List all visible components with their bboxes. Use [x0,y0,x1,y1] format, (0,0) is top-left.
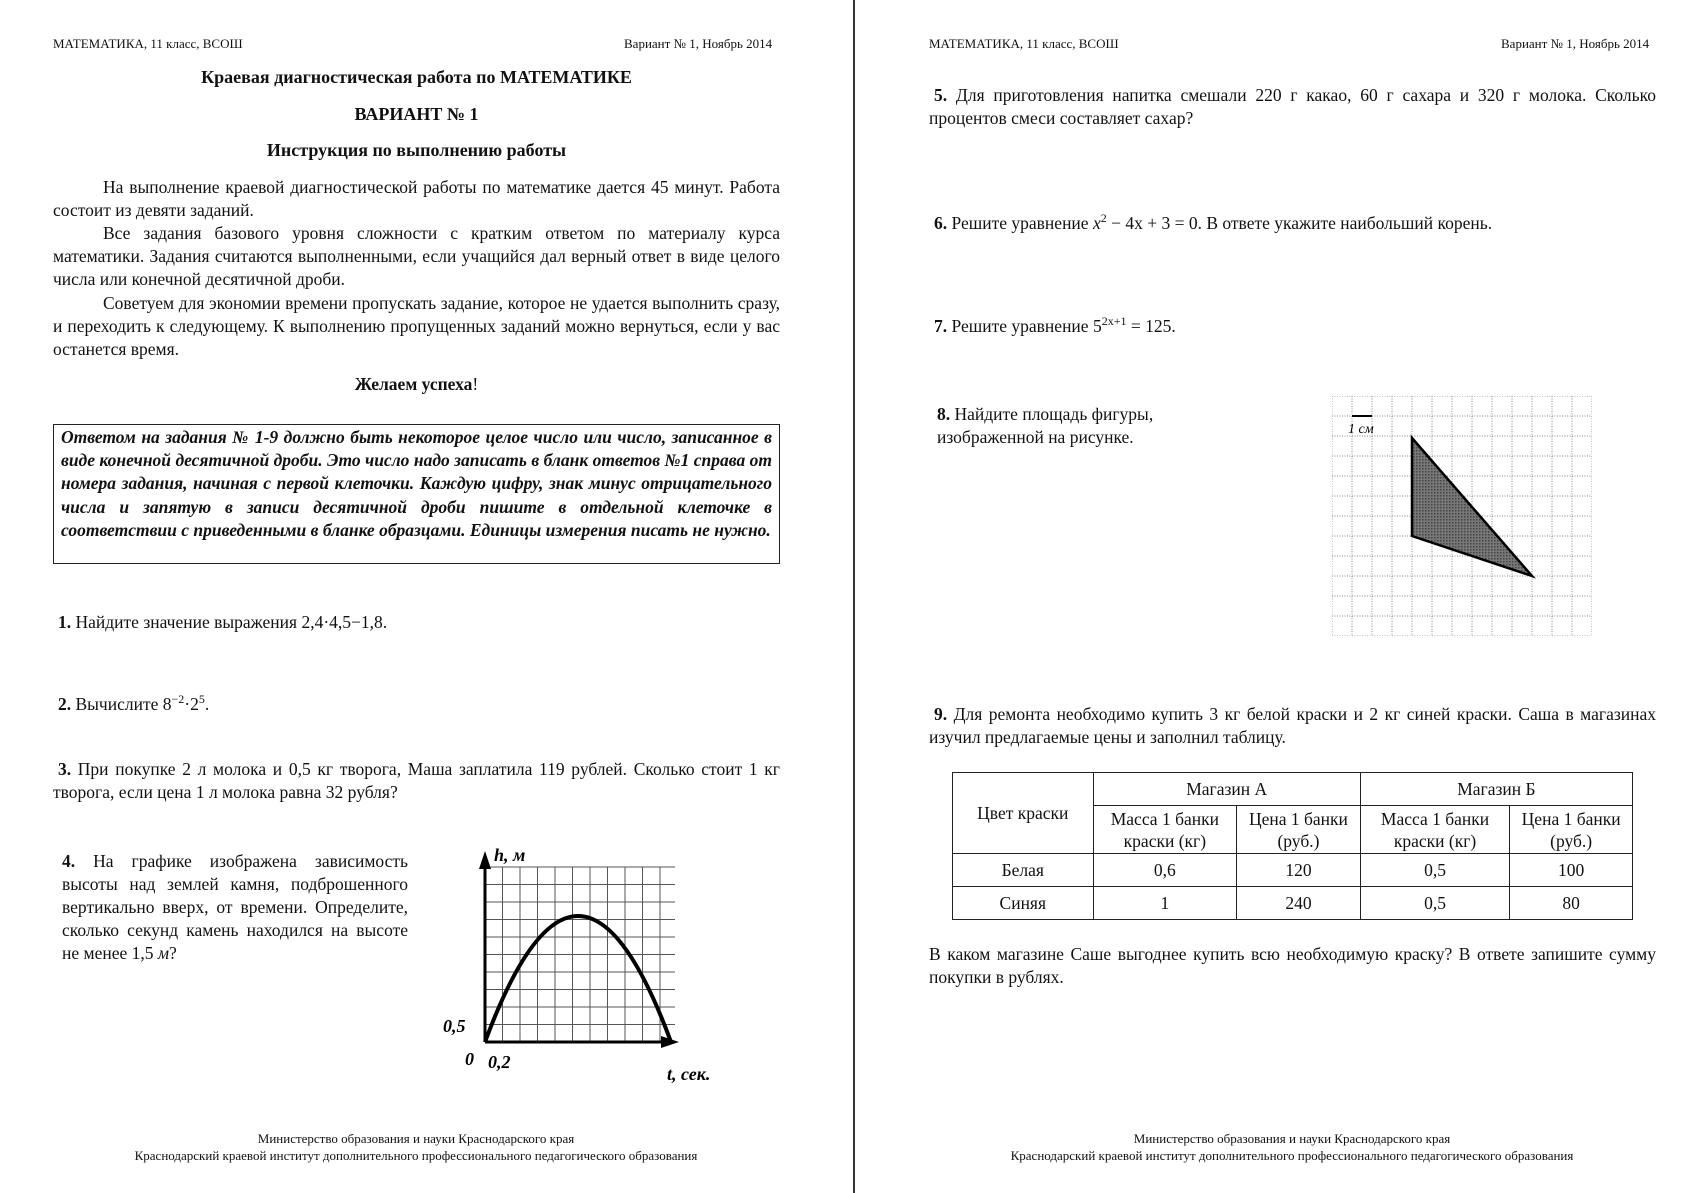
task-2-base-2: 2 [190,693,199,714]
task-1-tail: . [382,612,388,632]
task-2-exponent-1: −2 [171,692,185,706]
task-3-number: 3. [58,759,72,779]
origin-label: 0 [465,1049,474,1069]
page-right [856,0,1708,1193]
row-b-price: 80 [1510,887,1633,920]
page-divider [853,0,855,1193]
task-9-number: 9. [934,704,948,724]
task-7-text: Решите уравнение [951,315,1093,336]
footer-right [856,1130,1708,1164]
table-row [953,854,1633,887]
task-8-figure-grid [1332,396,1592,636]
task-7 [934,310,1176,338]
row-b-mass: 0,5 [1360,887,1510,920]
row-color: Белая [953,854,1094,887]
task-4 [62,850,408,965]
scale-label: 1 см [1348,422,1374,437]
task-9-text: Для ремонта необходимо купить 3 кг белой краски и 2 кг синей краски. Саша в магазинах изучил предлагаемые цены и заполнил таблицу. [929,704,1657,747]
footer-line-1-right: Министерство образования и науки Краснодарского края [1133,1131,1451,1146]
instruction-paragraph-1: На выполнение краевой диагностической работы по математике дается 45 минут. Работа состоит из девяти заданий. [53,177,780,220]
task-2-tail: . [204,693,210,714]
task-6-text: Решите уравнение [951,212,1093,233]
row-a-mass: 1 [1093,887,1237,920]
task-5-number: 5. [934,85,948,105]
task-1 [58,611,387,634]
task-4-height-graph [435,845,735,1090]
y-axis-label: h, м [494,845,526,865]
task-2-dot: · [184,693,191,714]
task-2 [58,688,209,716]
y-tick-label: 0,5 [443,1016,466,1036]
task-6-variable: x [1092,212,1101,233]
header-left: МАТЕМАТИКА, 11 класс, ВСОШ [53,36,243,51]
instruction-title: Инструкция по выполнению работы [266,140,567,160]
shop-a-price-header: Цена 1 банки (руб.) [1237,806,1361,854]
task-7-equation-rest: = 125 [1126,315,1172,336]
task-5-text: Для приготовления напитка смешали 220 г какао, 60 г сахара и 320 г молока. Сколько процентов смеси составляет сахар? [929,85,1656,128]
row-a-price: 240 [1237,887,1361,920]
task-7-tail: . [1171,315,1176,336]
y-axis-arrow-icon [479,851,491,869]
task-8-text: Найдите площадь фигуры, изображенной на рисунке. [937,404,1154,447]
footer-line-2: Краснодарский краевой институт дополнительного профессионального педагогического образования [134,1148,698,1163]
task-6-exponent: 2 [1100,211,1107,225]
header-right-right-page: Вариант № 1, Ноябрь 2014 [1501,36,1650,51]
task-9-question: В каком магазине Саше выгоднее купить всю необходимую краску? В ответе запишите сумму покупки в рублях. [929,944,1656,987]
header-left-right-page: МАТЕМАТИКА, 11 класс, ВСОШ [929,36,1119,51]
wish-mark: ! [472,374,479,394]
task-1-expression: 2,4·4,5−1,8 [301,612,383,632]
trajectory-curve [485,916,671,1042]
row-a-mass: 0,6 [1093,854,1237,887]
wish-text: Желаем успеха [354,374,473,394]
task-3 [53,758,780,804]
shop-b-header: Магазин Б [1360,773,1632,806]
task-6-equation-rest: − 4x + 3 = 0 [1106,212,1198,233]
x-axis-label: t, сек. [667,1064,711,1084]
row-a-price: 120 [1237,854,1361,887]
shop-b-price-header: Цена 1 банки (руб.) [1510,806,1633,854]
shop-a-mass-header: Масса 1 банки краски (кг) [1093,806,1237,854]
instruction-paragraph-3: Советуем для экономии времени пропускать задание, которое не удается выполнить сразу, и переходить к следующему. К выполнению пропущенных заданий можно вернуться, если у вас останется время. [53,293,780,359]
task-4-tail: ? [169,943,177,963]
instruction-paragraph-2: Все задания базового уровня сложности с кратким ответом по материалу курса математики. Задания считаются выполненными, если учащийся дал верный ответ в виде целого числа или конечной десятичной дроби. [53,223,780,289]
task-5 [929,84,1656,130]
variant-title: ВАРИАНТ № 1 [354,104,479,124]
footer-line-2-right: Краснодарский краевой институт дополнительного профессионального педагогического образования [1010,1148,1574,1163]
color-header: Цвет краски [953,773,1094,854]
x-tick-label: 0,2 [488,1052,511,1072]
row-color: Синяя [953,887,1094,920]
row-b-price: 100 [1510,854,1633,887]
task-3-text: При покупке 2 л молока и 0,5 кг творога, Маша заплатила 119 рублей. Сколько стоит 1 кг творога, если цена 1 л молока равна 32 рубля? [53,759,780,802]
task-7-base: 5 [1092,315,1102,336]
task-1-text: Найдите значение выражения [75,612,302,632]
task-6-number: 6. [934,212,948,233]
task-4-text: На графике изображена зависимость высоты над землей камня, подброшенного вертикально вверх, от времени. Определите, сколько секунд камень находился на высоте не менее 1,5 [62,851,409,963]
footer-line-1: Министерство образования и науки Краснодарского края [257,1131,575,1146]
doc-title: Краевая диагностическая работа по МАТЕМАТИКЕ [201,67,632,87]
task-4-unit: м [157,943,170,963]
footer-left [0,1130,832,1164]
task-6 [934,207,1492,235]
shop-a-header: Магазин А [1093,773,1360,806]
task-9 [929,703,1656,749]
task-7-exponent: 2x+1 [1101,314,1127,328]
task-1-number: 1. [58,612,72,632]
graph-grid [485,867,675,1042]
paint-price-table [952,772,1633,920]
wish-line [53,374,780,395]
task-2-base-1: 8 [162,693,172,714]
shop-b-mass-header: Масса 1 банки краски (кг) [1360,806,1510,854]
task-8-number: 8. [937,404,951,424]
task-8 [937,403,1217,449]
task-2-text: Вычислите [75,693,163,714]
task-6-tail: . В ответе укажите наибольший корень. [1197,212,1493,233]
task-2-exponent-2: 5 [198,692,205,706]
task-4-number: 4. [62,851,76,871]
header-right: Вариант № 1, Ноябрь 2014 [624,36,773,51]
answer-instructions-box: Ответом на задания № 1-9 должно быть некоторое целое число или число, записанное в виде конечной десятичной дроби. Это число надо записать в бланк ответов №1 справа от номера задания, начиная с первой клеточки. Каждую цифру, знак минус отрицательного числа и запятую в записи десятичной дроби пишите в отдельной клеточке в соответствии с приведенными в бланке образцами. Единицы измерения писать не нужно. [53,424,780,564]
task-7-number: 7. [934,315,948,336]
task-2-number: 2. [58,693,72,714]
table-row [953,887,1633,920]
row-b-mass: 0,5 [1360,854,1510,887]
